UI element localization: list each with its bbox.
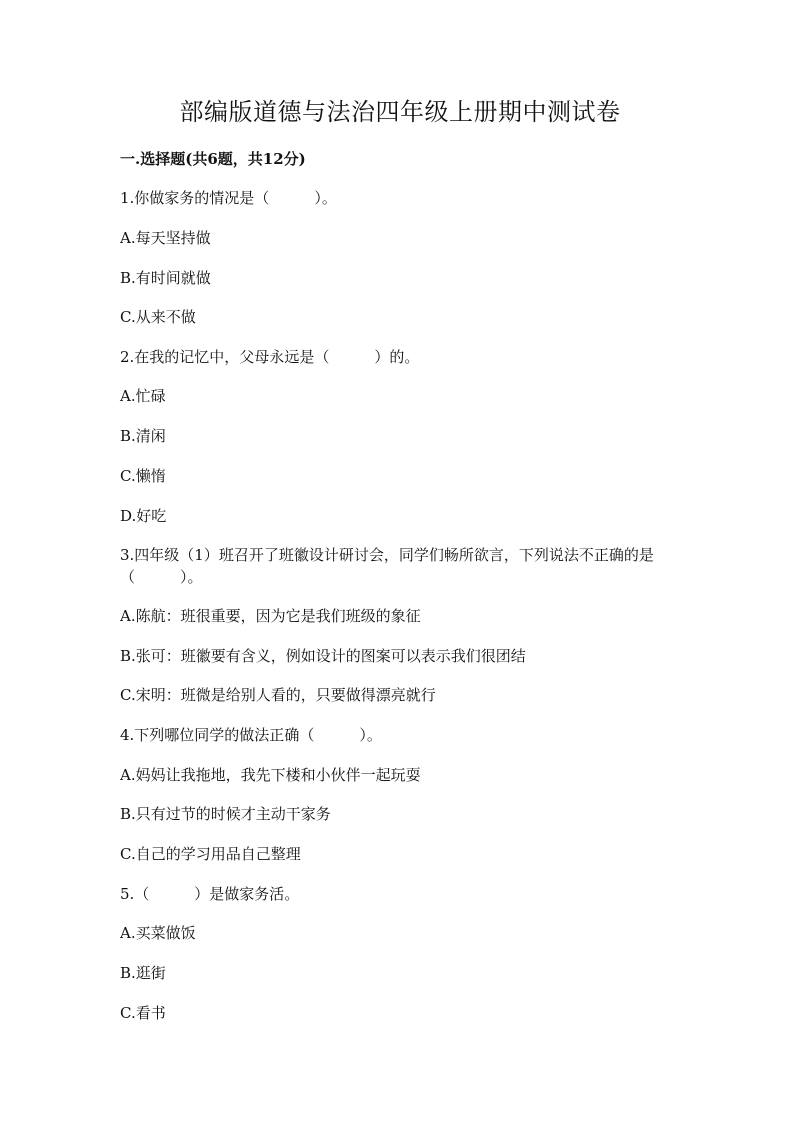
question-3-option-a: A.陈航：班很重要，因为它是我们班级的象征 xyxy=(120,607,421,625)
question-5-option-b: B.逛街 xyxy=(120,964,166,982)
question-2-option-c: C.懒惰 xyxy=(120,467,166,485)
question-3-option-b: B.张可：班徽要有含义，例如设计的图案可以表示我们很团结 xyxy=(120,647,526,665)
question-5-stem: 5.（ ）是做家务活。 xyxy=(120,885,300,903)
question-2-stem: 2.在我的记忆中，父母永远是（ ）的。 xyxy=(120,348,420,366)
question-2-option-a: A.忙碌 xyxy=(120,387,166,405)
question-1-option-c: C.从来不做 xyxy=(120,308,196,326)
question-4-option-a: A.妈妈让我拖地，我先下楼和小伙伴一起玩耍 xyxy=(120,766,421,784)
question-3-stem: 3.四年级（1）班召开了班徽设计研讨会，同学们畅所欲言，下列说法不正确的是（ ）。 xyxy=(120,546,654,586)
question-3-option-c: C.宋明：班微是给别人看的，只要做得漂亮就行 xyxy=(120,686,436,704)
question-1-option-b: B.有时间就做 xyxy=(120,269,211,287)
page-title: 部编版道德与法治四年级上册期中测试卷 xyxy=(179,98,621,126)
question-2-option-b: B.清闲 xyxy=(120,427,166,445)
question-1-option-a: A.每天坚持做 xyxy=(120,229,211,247)
question-1-stem: 1.你做家务的情况是（ ）。 xyxy=(120,189,337,207)
section-heading: 一.选择题(共6题，共12分) xyxy=(120,150,306,168)
question-2-option-d: D.好吃 xyxy=(120,507,167,525)
question-4-option-b: B.只有过节的时候才主动干家务 xyxy=(120,805,331,823)
question-5-option-a: A.买菜做饭 xyxy=(120,924,196,942)
question-4-stem: 4.下列哪位同学的做法正确（ ）。 xyxy=(120,726,382,744)
question-4-option-c: C.自己的学习用品自己整理 xyxy=(120,845,301,863)
question-5-option-c: C.看书 xyxy=(120,1004,166,1022)
